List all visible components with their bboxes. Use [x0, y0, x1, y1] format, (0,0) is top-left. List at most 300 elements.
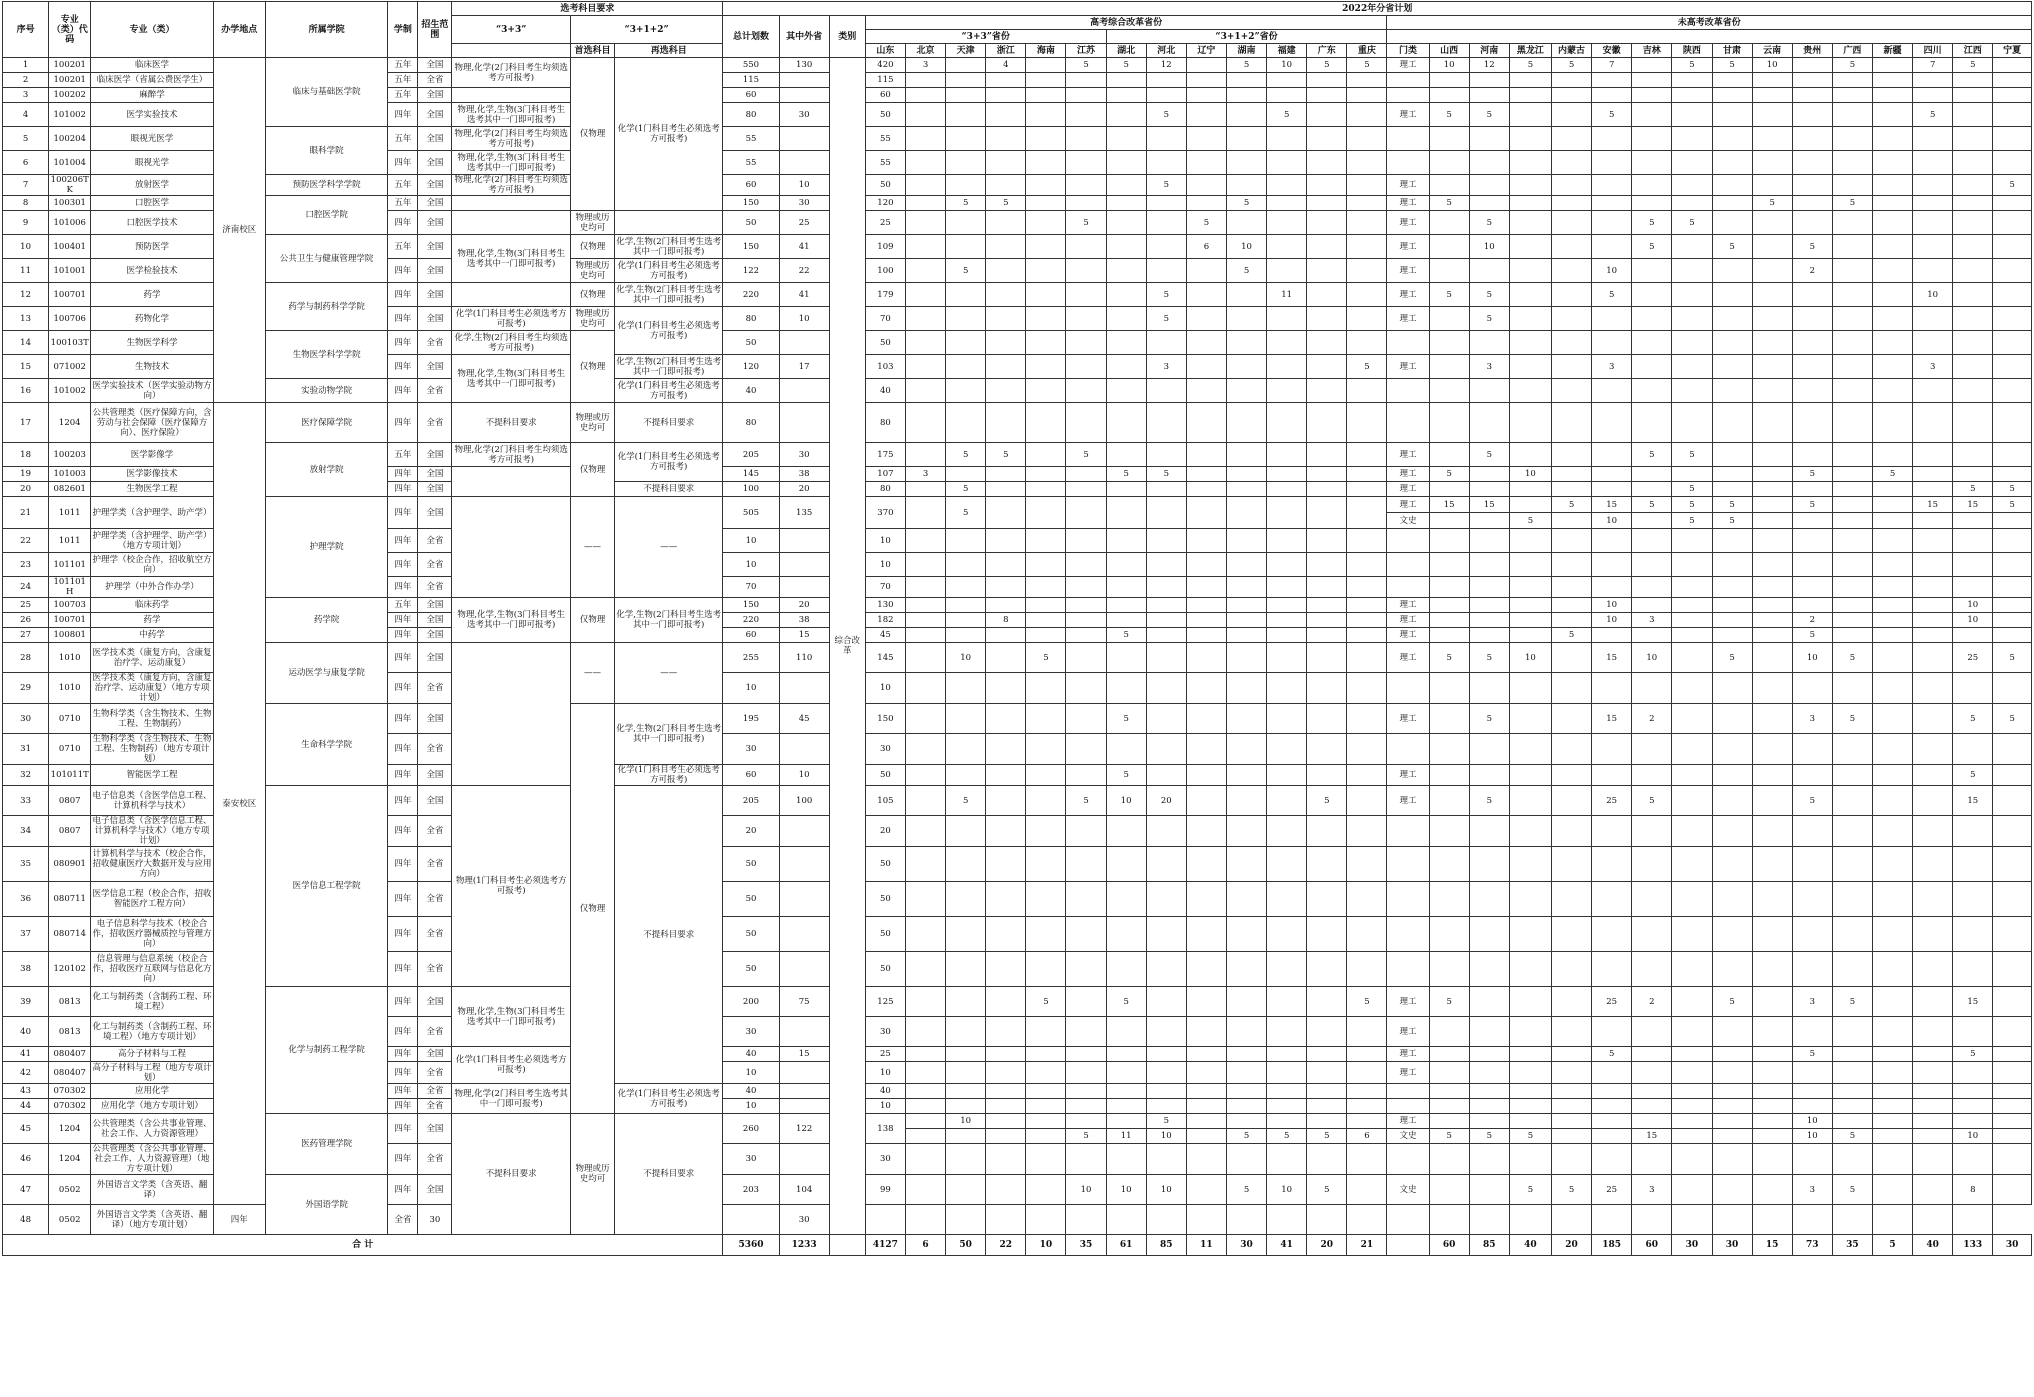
province-value [1066, 577, 1106, 598]
type: 理工 [1387, 1062, 1429, 1084]
province-value [1267, 497, 1307, 529]
totals-nonreform: 60 [1429, 1235, 1469, 1256]
province-value [1186, 643, 1226, 673]
type [1387, 553, 1429, 577]
province-value: 10 [1146, 1175, 1186, 1205]
shandong: 145 [865, 643, 905, 673]
province-value [946, 88, 986, 103]
nonreform-value: 5 [1509, 58, 1551, 73]
province-value [1026, 1144, 1066, 1175]
nonreform-value [1873, 952, 1913, 987]
scope: 全国 [418, 235, 452, 259]
province-non-13: 江西 [1953, 44, 1993, 58]
nonreform-value [1993, 307, 2032, 331]
nonreform-value [1632, 196, 1672, 211]
out-province: 22 [779, 259, 829, 283]
table-row [3, 598, 2032, 613]
province-value [1347, 1047, 1387, 1062]
province-non-4: 安徽 [1592, 44, 1632, 58]
province-value: 10 [946, 1114, 986, 1129]
nonreform-value [1632, 58, 1672, 73]
province-value [1347, 235, 1387, 259]
province-value: 20 [1146, 786, 1186, 816]
province-value [1347, 1084, 1387, 1099]
nonreform-value [1873, 379, 1913, 403]
nonreform-value [1552, 847, 1592, 882]
code: 100401 [49, 235, 91, 259]
nonreform-value [1873, 577, 1913, 598]
nonreform-value [1632, 577, 1672, 598]
nonreform-value [1712, 734, 1752, 765]
province-value [1066, 987, 1106, 1017]
province-value [1066, 765, 1106, 786]
province-value [1347, 307, 1387, 331]
nonreform-value: 15 [1913, 497, 1953, 513]
nonreform-value [1832, 1144, 1872, 1175]
nonreform-value: 5 [1832, 58, 1872, 73]
campus-taian: 泰安校区 [213, 403, 265, 1205]
totals-province: 30 [1226, 1235, 1266, 1256]
college: 公共卫生与健康管理学院 [265, 235, 387, 283]
nonreform-value [1672, 1017, 1712, 1047]
province-3: 浙江 [986, 44, 1026, 58]
total: 80 [723, 403, 779, 443]
nonreform-value [1469, 196, 1509, 211]
nonreform-value [1552, 816, 1592, 847]
nonreform-value [1592, 628, 1632, 643]
province-value: 5 [946, 482, 986, 497]
type: 理工 [1387, 175, 1429, 196]
province-value [905, 673, 945, 704]
shandong: 80 [865, 403, 905, 443]
nonreform-value [1429, 211, 1469, 235]
type: 理工 [1387, 1017, 1429, 1047]
nonreform-value [1672, 553, 1712, 577]
nonreform-value [1552, 786, 1592, 816]
code: 070302 [49, 1084, 91, 1099]
years: 四年 [388, 765, 418, 786]
nonreform-value [1469, 628, 1509, 643]
major: 口腔医学 [91, 196, 213, 211]
province-non-9: 贵州 [1792, 44, 1832, 58]
nonreform-value [1509, 331, 1551, 355]
nonreform-value [1993, 734, 2032, 765]
province-non-6: 陕西 [1672, 44, 1712, 58]
years: 五年 [388, 235, 418, 259]
nonreform-value [1552, 259, 1592, 283]
seq: 47 [3, 1175, 49, 1205]
shandong: 370 [865, 497, 905, 529]
seq: 38 [3, 952, 49, 987]
type [1387, 734, 1429, 765]
province-value: 10 [1226, 235, 1266, 259]
province-value [1307, 816, 1347, 847]
type: 理工 [1387, 196, 1429, 211]
nonreform-blank [1387, 30, 2032, 44]
nonreform-value [1953, 529, 1993, 553]
nonreform-value [1712, 73, 1752, 88]
nonreform-value [1592, 1114, 1632, 1129]
code: 101002 [49, 379, 91, 403]
province-value [1106, 1047, 1146, 1062]
code: 100201 [49, 73, 91, 88]
nonreform-value [1429, 628, 1469, 643]
nonreform-value [1469, 1017, 1509, 1047]
req-second: —— [615, 643, 723, 704]
province-value: 5 [946, 259, 986, 283]
code: 1204 [49, 1114, 91, 1144]
nonreform-value [1913, 513, 1953, 529]
scope: 全省 [418, 847, 452, 882]
province-value [1066, 103, 1106, 127]
province-value [986, 175, 1026, 196]
major: 外国语言文学类（含英语、翻译） [91, 1175, 213, 1205]
nonreform-value [1552, 307, 1592, 331]
nonreform-value [1672, 765, 1712, 786]
seq: 45 [3, 1114, 49, 1144]
nonreform-value: 5 [1993, 643, 2032, 673]
years: 四年 [388, 1099, 418, 1114]
seq: 31 [3, 734, 49, 765]
req-33: 物理,化学,生物(3门科目考生选考其中一门即可报考) [452, 598, 570, 643]
nonreform-value: 5 [1592, 103, 1632, 127]
nonreform-value: 10 [1429, 58, 1469, 73]
total: 50 [723, 882, 779, 917]
nonreform-value [1672, 1129, 1712, 1144]
province-value [1307, 235, 1347, 259]
province-value [1267, 816, 1307, 847]
nonreform-value [1873, 482, 1913, 497]
nonreform-value [1792, 529, 1832, 553]
req-33 [452, 196, 570, 211]
province-value [905, 1062, 945, 1084]
req-first: 物理或历史均可 [570, 259, 614, 283]
province-value [1026, 613, 1066, 628]
province-value [1026, 1047, 1066, 1062]
out-province: 75 [779, 987, 829, 1017]
nonreform-value [1592, 73, 1632, 88]
type: 文史 [1387, 513, 1429, 529]
province-value: 5 [1066, 1129, 1106, 1144]
total: 220 [723, 613, 779, 628]
province-value [1066, 151, 1106, 175]
province-value [1146, 73, 1186, 88]
nonreform-value [1552, 355, 1592, 379]
type: 理工 [1387, 643, 1429, 673]
nonreform-value [1592, 765, 1632, 786]
nonreform-value [1913, 403, 1953, 443]
scope: 全省 [418, 73, 452, 88]
nonreform-value [1873, 1017, 1913, 1047]
type: 理工 [1387, 628, 1429, 643]
province-value [1066, 331, 1106, 355]
shandong: 50 [865, 175, 905, 196]
type: 理工 [1387, 786, 1429, 816]
province-value [1347, 1017, 1387, 1047]
scope: 全国 [418, 1114, 452, 1144]
province-value: 10 [1146, 1129, 1186, 1144]
scope: 全省 [418, 816, 452, 847]
province-value [946, 553, 986, 577]
years: 四年 [388, 628, 418, 643]
nonreform-value [1792, 917, 1832, 952]
totals-row [3, 1235, 2032, 1256]
nonreform-value [1672, 127, 1712, 151]
nonreform-value [1509, 259, 1551, 283]
code: 100701 [49, 283, 91, 307]
nonreform-value [1672, 1099, 1712, 1114]
shandong: 179 [865, 283, 905, 307]
nonreform-value [1552, 151, 1592, 175]
province-value: 5 [1146, 175, 1186, 196]
nonreform-value: 15 [1592, 497, 1632, 513]
province-value [905, 73, 945, 88]
nonreform-value [1832, 103, 1872, 127]
seq: 3 [3, 88, 49, 103]
seq: 44 [3, 1099, 49, 1114]
seq: 42 [3, 1062, 49, 1084]
req-33: 不提科目要求 [452, 1114, 570, 1235]
province-value [1347, 467, 1387, 482]
province-value [1146, 553, 1186, 577]
province-value [1347, 1175, 1387, 1205]
province-value [1307, 1062, 1347, 1084]
major: 医学影像学 [91, 443, 213, 467]
nonreform-value [1792, 88, 1832, 103]
type [1387, 73, 1429, 88]
province-value [905, 643, 945, 673]
province-value [1267, 765, 1307, 786]
province-value [1106, 553, 1146, 577]
major: 临床医学（省属公费医学生） [91, 73, 213, 88]
scope: 全国 [418, 628, 452, 643]
nonreform-value [1792, 482, 1832, 497]
nonreform-value [1792, 673, 1832, 704]
province-value [1066, 355, 1106, 379]
nonreform-value: 5 [1792, 235, 1832, 259]
shandong: 25 [865, 1047, 905, 1062]
nonreform-value [1509, 283, 1551, 307]
total: 550 [723, 58, 779, 73]
province-value [1106, 1062, 1146, 1084]
province-value [905, 235, 945, 259]
province-value [1066, 497, 1106, 529]
nonreform-value [1832, 443, 1872, 467]
nonreform-value [1592, 175, 1632, 196]
nonreform-value [1712, 127, 1752, 151]
province-value [1106, 196, 1146, 211]
nonreform-value [1632, 73, 1672, 88]
nonreform-value [1832, 1114, 1872, 1129]
nonreform-value [1712, 613, 1752, 628]
shandong: 40 [865, 1084, 905, 1099]
type: 文史 [1387, 1175, 1429, 1205]
nonreform-value [1993, 88, 2032, 103]
nonreform-value [1953, 1099, 1993, 1114]
nonreform-value [1873, 643, 1913, 673]
major: 医学技术类（康复方向，含康复治疗学、运动康复） [91, 643, 213, 673]
nonreform-value [1993, 58, 2032, 73]
province-value: 5 [986, 196, 1026, 211]
major: 药物化学 [91, 307, 213, 331]
nonreform-value [1832, 816, 1872, 847]
nonreform-value [1993, 987, 2032, 1017]
province-value: 3 [905, 467, 945, 482]
nonreform-value [1993, 952, 2032, 987]
nonreform-value [1592, 127, 1632, 151]
nonreform-value [1712, 1129, 1752, 1144]
province-value [1307, 443, 1347, 467]
out-province [779, 1099, 829, 1114]
major: 口腔医学技术 [91, 211, 213, 235]
nonreform-value [1712, 1047, 1752, 1062]
province-4: 海南 [1026, 44, 1066, 58]
province-value [986, 952, 1026, 987]
province-value [905, 1129, 945, 1144]
code: 0502 [49, 1175, 91, 1205]
nonreform-value [1993, 1114, 2032, 1129]
nonreform-value: 10 [1509, 643, 1551, 673]
nonreform-value: 5 [1469, 786, 1509, 816]
nonreform-value [1509, 882, 1551, 917]
province-value [1267, 553, 1307, 577]
req-first: 仅物理 [570, 443, 614, 497]
req-second: 化学,生物(2门科目考生选考其中一门即可报考) [616, 284, 722, 305]
out-province: 41 [779, 283, 829, 307]
nonreform-value [1632, 1017, 1672, 1047]
years: 四年 [388, 1084, 418, 1099]
nonreform-value [1552, 734, 1592, 765]
province-value [1267, 127, 1307, 151]
nonreform-value [1993, 1129, 2032, 1144]
province-value [1146, 196, 1186, 211]
years: 四年 [388, 917, 418, 952]
province-value [1106, 1017, 1146, 1047]
province-value [905, 734, 945, 765]
nonreform-value [1953, 283, 1993, 307]
nonreform-value [1993, 917, 2032, 952]
province-value [1347, 628, 1387, 643]
nonreform-value [1913, 443, 1953, 467]
nonreform-value [1752, 577, 1792, 598]
province-value [1026, 598, 1066, 613]
nonreform-value [1913, 1047, 1953, 1062]
province-value [1106, 103, 1146, 127]
nonreform-value [1429, 734, 1469, 765]
nonreform-value [1469, 175, 1509, 196]
nonreform-value: 5 [1509, 1175, 1551, 1205]
province-value [1347, 482, 1387, 497]
province-value [1347, 917, 1387, 952]
nonreform-value [1752, 529, 1792, 553]
nonreform-value [1993, 196, 2032, 211]
table-row [3, 643, 2032, 673]
nonreform-value: 15 [1632, 1129, 1672, 1144]
nonreform-value [1469, 88, 1509, 103]
nonreform-value [1632, 1047, 1672, 1062]
years: 四年 [388, 553, 418, 577]
nonreform-value [1712, 1144, 1752, 1175]
province-value [946, 467, 986, 482]
table-row [3, 196, 2032, 211]
province-value: 5 [1106, 704, 1146, 734]
nonreform-value: 5 [1592, 283, 1632, 307]
nonreform-value [1792, 103, 1832, 127]
scope: 全国 [418, 443, 452, 467]
totals-province: 11 [1186, 1235, 1226, 1256]
province-value [1146, 613, 1186, 628]
province-value [1106, 151, 1146, 175]
province-value [1186, 613, 1226, 628]
seq: 35 [3, 847, 49, 882]
req-second: 化学,生物(2门科目考生选考其中一门即可报考) [615, 598, 723, 643]
nonreform-value: 5 [1552, 628, 1592, 643]
major: 医学实验技术（医学实验动物方向） [92, 380, 212, 401]
province-value [1106, 283, 1146, 307]
province-value [1267, 1017, 1307, 1047]
table-row [3, 175, 2032, 196]
nonreform-value [1552, 73, 1592, 88]
province-value [1307, 577, 1347, 598]
province-value [1026, 307, 1066, 331]
nonreform-value [1873, 513, 1913, 529]
nonreform-value [1873, 1114, 1913, 1129]
shandong: 55 [865, 151, 905, 175]
nonreform-value [1672, 196, 1712, 211]
province-value [1186, 103, 1226, 127]
nonreform-value [1832, 403, 1872, 443]
shandong: 105 [865, 786, 905, 816]
shandong: 60 [865, 88, 905, 103]
major: 公共管理类（含公共事业管理、社会工作、人力资源管理）（地方专项计划） [92, 1144, 212, 1174]
shandong: 30 [865, 1017, 905, 1047]
province-value [1066, 1205, 1106, 1235]
province-value [1146, 847, 1186, 882]
scope: 全省 [418, 1017, 452, 1047]
nonreform-value [1792, 58, 1832, 73]
nonreform-value: 7 [1592, 58, 1632, 73]
shandong: 70 [865, 307, 905, 331]
province-value [1186, 987, 1226, 1017]
province-value [1307, 127, 1347, 151]
code: 0710 [49, 734, 91, 765]
province-1: 北京 [905, 44, 945, 58]
province-value [1146, 151, 1186, 175]
out-province [779, 952, 829, 987]
nonreform-value [1832, 482, 1872, 497]
province-value: 5 [1307, 786, 1347, 816]
province-value [1267, 1114, 1307, 1129]
province-8: 辽宁 [1186, 44, 1226, 58]
province-value [1146, 1084, 1186, 1099]
province-value [865, 1205, 905, 1235]
province-value [1226, 598, 1266, 613]
scope: 全国 [418, 467, 452, 482]
seq: 12 [3, 283, 49, 307]
total: 203 [723, 1175, 779, 1205]
province-value [1226, 643, 1266, 673]
nonreform-value [1752, 882, 1792, 917]
province-value [986, 765, 1026, 786]
nonreform-value [1953, 127, 1993, 151]
nonreform-value [1552, 513, 1592, 529]
total: 115 [723, 73, 779, 88]
province-value [1066, 1047, 1106, 1062]
type: 理工 [1387, 482, 1429, 497]
province-value [905, 1144, 945, 1175]
nonreform-value [1792, 577, 1832, 598]
nonreform-value [1993, 1062, 2032, 1084]
